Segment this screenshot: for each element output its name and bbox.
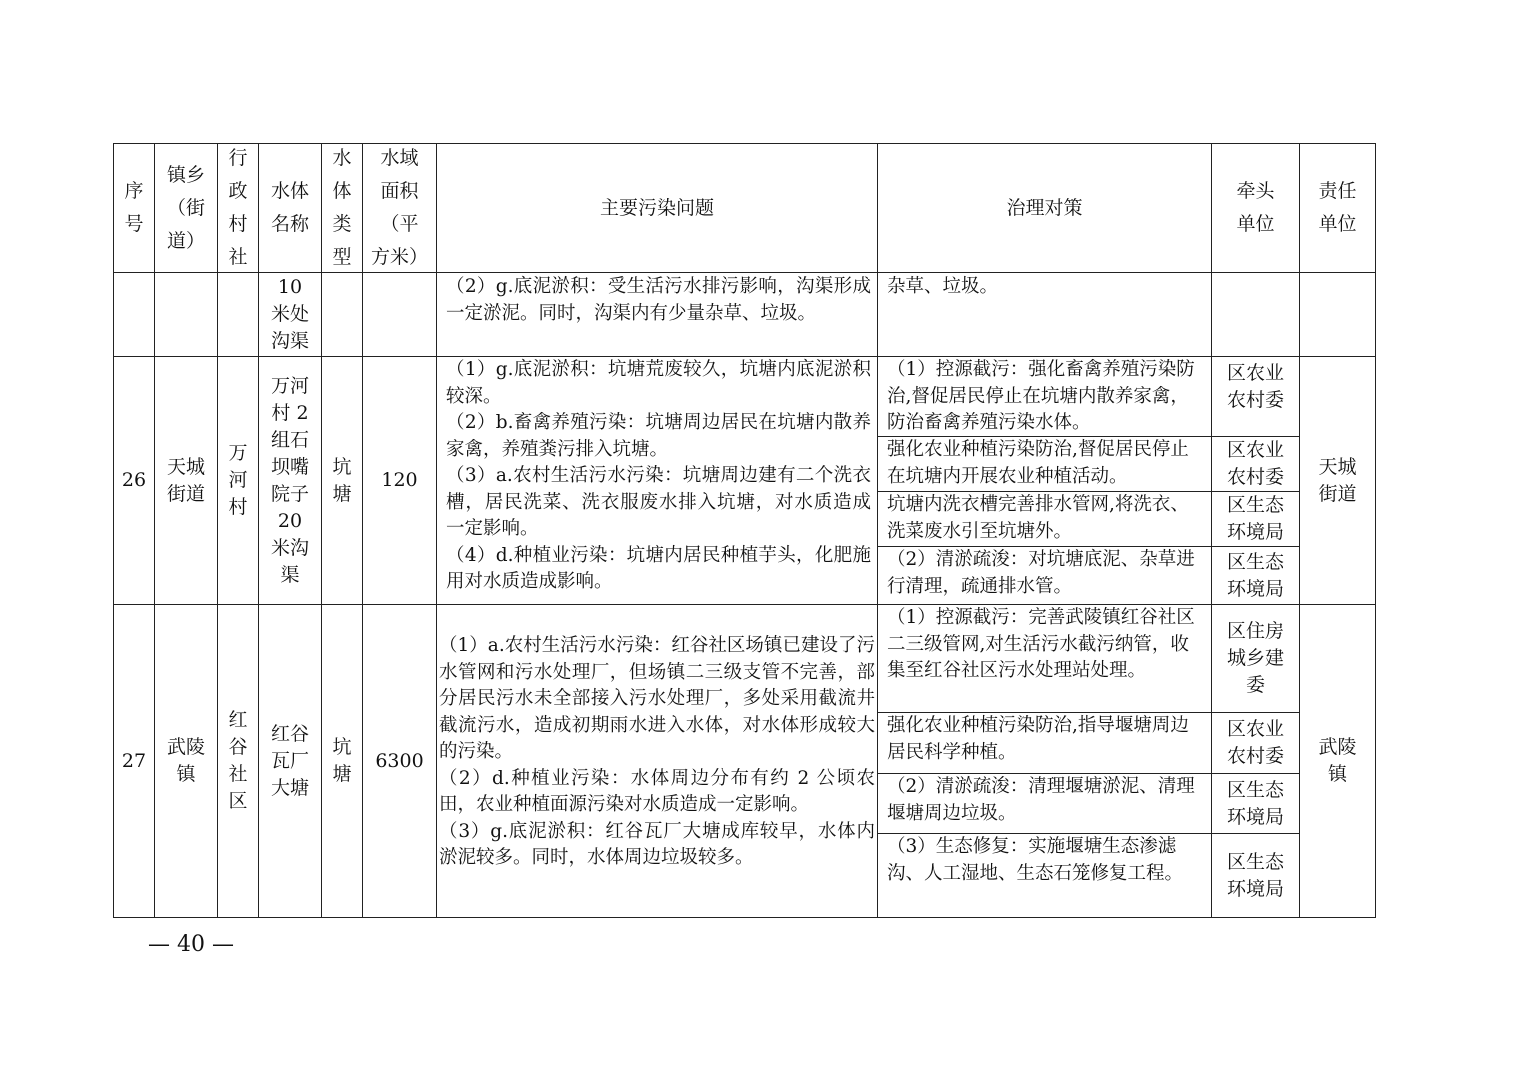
row26-measure-2: 强化农业种植污染防治,督促居民停止在坑塘内开展农业种植活动。	[887, 439, 1189, 487]
header-measures: 治理对策	[1006, 196, 1083, 219]
problem-item: （2）d.种植业污染：水体周边分布有约 2 公顷农田，农业种植面源污染对水质造成一定影响。	[439, 767, 875, 815]
header-lead: 牵头 单位	[1236, 180, 1275, 235]
row27-measure-3: （2）清淤疏浚：清理堰塘淤泥、清理堰塘周边垃圾。	[887, 776, 1195, 824]
row27-responsible: 武陵 镇	[1318, 736, 1357, 785]
continued-water-name: 10 米处 沟渠	[270, 276, 309, 352]
problem-item: （2）b.畜禽养殖污染：坑塘周边居民在坑塘内散养家禽，养殖粪污排入坑塘。	[446, 412, 871, 460]
header-town: 镇乡 （街 道）	[166, 163, 205, 252]
problem-item: （3）g.底泥淤积：红谷瓦厂大塘成库较早，水体内淤泥较多。同时，水体周边垃圾较多。	[439, 820, 875, 868]
row27-area: 6300	[375, 749, 424, 772]
row27-town: 武陵 镇	[166, 736, 205, 785]
row27-measure-4: （3）生态修复：实施堰塘生态渗滤沟、人工湿地、生态石笼修复工程。	[887, 836, 1184, 884]
row27-water-name: 红谷 瓦厂 大塘	[270, 722, 309, 799]
header-water-type: 水 体 类 型	[332, 147, 352, 268]
row26-town: 天城 街道	[166, 455, 205, 505]
row26-seq: 26	[121, 469, 147, 491]
row27-measure-2: 强化农业种植污染防治,指导堰塘周边居民科学种植。	[887, 715, 1189, 763]
row26-measure-4: （2）清淤疏浚：对坑塘底泥、杂草进行清理，疏通排水管。	[887, 549, 1195, 597]
row26-measure-1: （1）控源截污：强化畜禽养殖污染防治,督促居民停止在坑塘内散养家禽，防治畜禽养殖污染水体。	[887, 359, 1195, 433]
row26-lead-3: 区生态 环境局	[1226, 494, 1284, 543]
header-seq: 序 号	[124, 180, 144, 235]
header-problems: 主要污染问题	[599, 196, 714, 219]
row27-water-type: 坑 塘	[332, 736, 352, 785]
table-border-bottom	[113, 917, 1376, 918]
problem-item: （1）a.农村生活污水污染：红谷社区场镇已建设了污水管网和污水处理厂，但场镇二三级支管不完善，部分居民污水未全部接入污水处理厂，多处采用截流井截流污水，造成初期雨水进入水体，对水体形成较大的污染。	[439, 635, 875, 762]
header-responsible: 责任 单位	[1318, 180, 1357, 235]
header-village: 行 政 村 社	[228, 147, 248, 268]
col-line	[1375, 143, 1376, 918]
row27-lead-3: 区生态 环境局	[1226, 778, 1284, 828]
continued-problem: （2）g.底泥淤积：受生活污水排污影响，沟渠形成一定淤泥。同时，沟渠内有少量杂草、垃圾。	[446, 276, 871, 324]
row26-area: 120	[381, 469, 418, 491]
row27-lead-1: 区住房 城乡建 委	[1226, 620, 1284, 696]
row26-lead-2: 区农业 农村委	[1226, 439, 1284, 488]
row27-problems	[437, 633, 877, 893]
row26-responsible: 天城 街道	[1318, 455, 1357, 505]
row26-problems	[437, 357, 877, 604]
row27-lead-2: 区农业 农村委	[1226, 718, 1284, 767]
header-area: 水域 面积 （平 方米）	[370, 147, 428, 268]
row26-water-type: 坑 塘	[332, 455, 352, 505]
row26-measure-3: 坑塘内洗衣槽完善排水管网,将洗衣、洗菜废水引至坑塘外。	[887, 494, 1189, 542]
problem-item: （3）a.农村生活污水污染：坑塘周边建有二个洗衣槽，居民洗菜、洗衣服废水排入坑塘，对水质造成一定影响。	[446, 465, 871, 539]
problem-item: （4）d.种植业污染：坑塘内居民种植芋头，化肥施用对水质造成影响。	[446, 544, 871, 592]
row26-water-name: 万河 村 2 组石 坝嘴 院子 20 米沟 渠	[270, 374, 309, 586]
problem-item: （1）g.底泥淤积：坑塘荒废较久，坑塘内底泥淤积较深。	[446, 359, 871, 407]
row26-village: 万 河 村	[228, 442, 248, 518]
page-number: — 40 —	[148, 932, 234, 957]
continued-measure: 杂草、垃圾。	[887, 276, 999, 297]
row26-lead-1: 区农业 农村委	[1226, 362, 1284, 411]
row27-seq: 27	[121, 749, 147, 772]
row27-measure-1: （1）控源截污：完善武陵镇红谷社区二三级管网,对生活污水截污纳管，收集至红谷社区污水处理站处理。	[887, 607, 1195, 681]
header-water-name: 水体 名称	[270, 180, 309, 235]
row26-lead-4: 区生态 环境局	[1226, 550, 1284, 600]
row27-village: 红 谷 社 区	[228, 709, 248, 812]
row27-lead-4: 区生态 环境局	[1226, 850, 1284, 900]
